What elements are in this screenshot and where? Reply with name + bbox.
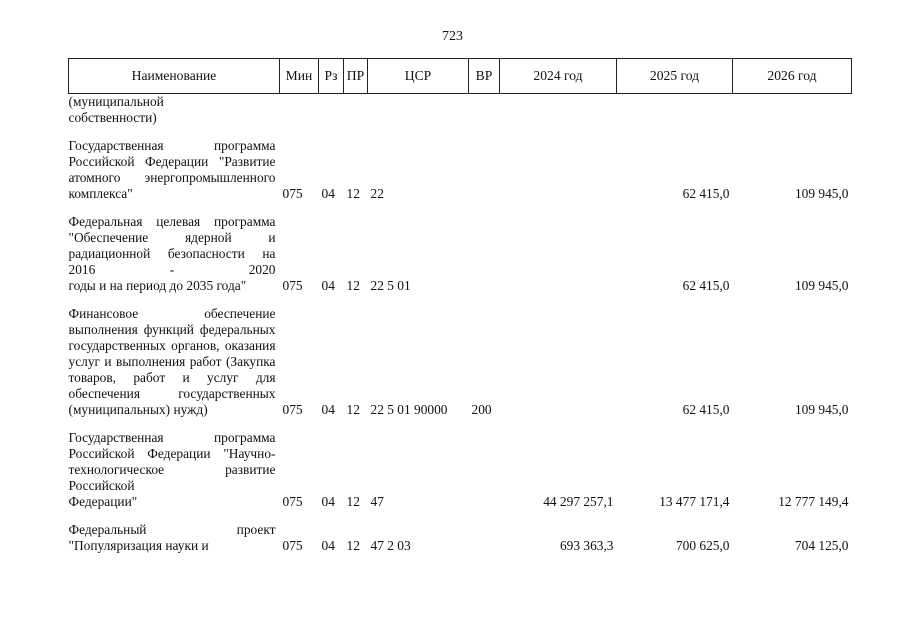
name-line: федеральных государственных (68, 322, 276, 353)
name-line: Государственная программа (68, 138, 276, 153)
row-min: 075 (282, 494, 303, 509)
row-2026 (733, 94, 852, 127)
row-2024: 693 363,3 (559, 538, 614, 553)
row-min (280, 94, 319, 127)
name-line: органов, оказания услуг и (68, 338, 276, 369)
name-line: (муниципальной (68, 94, 164, 109)
row-name (69, 138, 280, 202)
row-rz (319, 94, 344, 127)
row-spacer (69, 126, 852, 138)
row-vr (469, 94, 500, 127)
row-name (69, 94, 280, 127)
header-name: Наименование (69, 59, 280, 94)
row-spacer (69, 294, 852, 306)
name-line: комплекса" (68, 186, 133, 201)
row-pr (344, 94, 368, 127)
table-header-row (69, 59, 852, 94)
row-2025: 700 625,0 (675, 538, 730, 553)
name-line: выполнения работ (Закупка (116, 354, 276, 369)
row-vr (469, 138, 500, 202)
name-line: выполнения функций (68, 322, 194, 337)
header-csr: ЦСР (368, 59, 469, 94)
row-2026: 109 945,0 (794, 402, 849, 417)
row-2024 (500, 306, 617, 418)
row-2024 (500, 94, 617, 127)
name-line: развитие Российской (68, 462, 276, 493)
row-name (69, 214, 280, 294)
row-2024 (500, 214, 617, 294)
row-rz: 04 (321, 494, 335, 509)
name-line: собственности) (68, 110, 157, 125)
name-line: Федерации" (68, 494, 138, 509)
row-2026: 109 945,0 (794, 278, 849, 293)
row-vr: 200 (471, 402, 492, 417)
row-2026: 704 125,0 (794, 538, 849, 553)
name-line: Федеральная целевая (68, 214, 201, 229)
name-line: товаров, работ и услуг для (68, 370, 276, 385)
name-line: Российской Федерации (68, 446, 211, 461)
name-line: Федеральный проект (68, 522, 276, 537)
budget-table (68, 58, 852, 554)
name-line: энергопромышленного (144, 170, 276, 185)
row-spacer (69, 418, 852, 430)
name-line: ядерной и радиационной (68, 230, 276, 261)
row-2024 (500, 138, 617, 202)
table-body (69, 94, 852, 555)
name-line: Российской Федерации (68, 154, 209, 169)
row-pr: 12 (346, 278, 360, 293)
row-pr: 12 (346, 538, 360, 553)
row-vr (469, 430, 500, 510)
row-csr: 22 (370, 186, 384, 201)
row-csr: 47 (370, 494, 384, 509)
row-rz: 04 (321, 186, 335, 201)
row-2026: 12 777 149,4 (778, 494, 849, 509)
row-min: 075 (282, 538, 303, 553)
row-spacer (69, 510, 852, 522)
row-min: 075 (282, 402, 303, 417)
name-line: (муниципальных) нужд) (68, 402, 208, 417)
row-2025 (617, 94, 733, 127)
header-2024: 2024 год (500, 59, 617, 94)
name-line: "Развитие атомного (68, 154, 276, 185)
row-rz: 04 (321, 538, 335, 553)
header-vr: ВР (469, 59, 500, 94)
name-line: программа "Обеспечение (68, 214, 276, 245)
row-name (69, 430, 280, 510)
name-line: обеспечения государственных (68, 386, 276, 401)
table-row (69, 430, 852, 510)
table-row (69, 214, 852, 294)
name-line: безопасности на 2016 - 2020 (68, 246, 276, 277)
row-pr: 12 (346, 402, 360, 417)
row-csr: 22 5 01 90000 (370, 402, 448, 417)
page-number: 723 (442, 29, 463, 44)
name-line: годы и на период до 2035 года" (68, 278, 247, 293)
row-csr (368, 94, 469, 127)
table-row (69, 138, 852, 202)
header-rz: Рз (319, 59, 344, 94)
row-name (69, 522, 280, 554)
row-min: 075 (282, 186, 303, 201)
name-line: Финансовое обеспечение (68, 306, 276, 321)
row-2025: 62 415,0 (682, 402, 730, 417)
row-pr: 12 (346, 494, 360, 509)
row-csr: 22 5 01 (370, 278, 411, 293)
row-2025: 13 477 171,4 (659, 494, 730, 509)
row-rz: 04 (321, 278, 335, 293)
row-vr (469, 214, 500, 294)
header-pr: ПР (344, 59, 368, 94)
row-name (69, 306, 280, 418)
row-2025: 62 415,0 (682, 186, 730, 201)
table-row (69, 522, 852, 554)
name-line: Государственная программа (68, 430, 276, 445)
row-2024: 44 297 257,1 (543, 494, 614, 509)
row-pr: 12 (346, 186, 360, 201)
row-csr: 47 2 03 (370, 538, 411, 553)
row-vr (469, 522, 500, 554)
header-min: Мин (280, 59, 319, 94)
row-2026: 109 945,0 (794, 186, 849, 201)
name-line: "Популяризация науки и (68, 538, 209, 553)
row-rz: 04 (321, 402, 335, 417)
header-2026: 2026 год (733, 59, 852, 94)
row-min: 075 (282, 278, 303, 293)
row-spacer (69, 202, 852, 214)
table-row (69, 94, 852, 127)
row-2025: 62 415,0 (682, 278, 730, 293)
table-row (69, 306, 852, 418)
header-2025: 2025 год (617, 59, 733, 94)
name-line: "Научно-технологическое (68, 446, 276, 477)
